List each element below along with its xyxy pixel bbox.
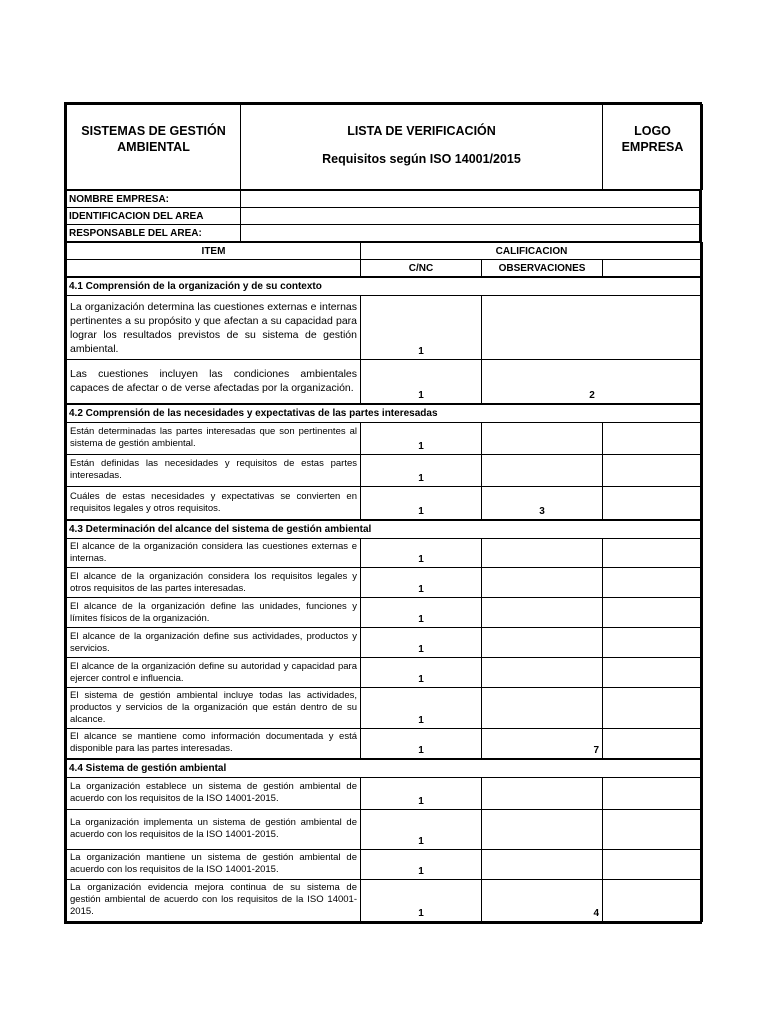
observaciones-cell[interactable]	[482, 422, 603, 454]
checklist-row	[67, 486, 703, 520]
checklist-row	[67, 777, 703, 809]
checklist-row	[67, 688, 703, 729]
observaciones-column-header: OBSERVACIONES	[482, 260, 603, 278]
center-subtitle: Requisitos según ISO 14001/2015	[322, 152, 521, 166]
requirement-text: La organización mantiene un sistema de gestión ambiental de acuerdo con los requisitos de la ISO 14001-2015.	[67, 849, 361, 879]
requirement-text: El alcance de la organización define las unidades, funciones y límites físicos de la organización.	[67, 598, 361, 628]
extra-cell[interactable]	[603, 879, 703, 921]
cnc-cell[interactable]: 1	[361, 729, 482, 759]
cnc-cell[interactable]: 1	[361, 486, 482, 520]
cnc-cell[interactable]: 1	[361, 598, 482, 628]
info-value-field[interactable]	[241, 225, 700, 242]
requirement-text: Están definidas las necesidades y requisitos de estas partes interesadas.	[67, 454, 361, 486]
extra-cell[interactable]	[603, 422, 703, 454]
observaciones-cell[interactable]	[482, 296, 703, 360]
section-title: 4.4 Sistema de gestión ambiental	[67, 759, 703, 778]
cnc-cell[interactable]: 1	[361, 628, 482, 658]
extra-cell[interactable]	[603, 568, 703, 598]
observaciones-cell[interactable]	[482, 539, 603, 568]
section-title: 4.3 Determinación del alcance del sistema de gestión ambiental	[67, 520, 703, 539]
observaciones-cell[interactable]: 3	[482, 486, 603, 520]
section-header	[67, 404, 703, 423]
observaciones-cell[interactable]	[482, 777, 603, 809]
observaciones-cell[interactable]	[482, 688, 603, 729]
section-header	[67, 277, 703, 296]
section-header	[67, 520, 703, 539]
requirement-text: El alcance se mantiene como información documentada y está disponible para las partes interesadas.	[67, 729, 361, 759]
requirement-text: El alcance de la organización define sus actividades, productos y servicios.	[67, 628, 361, 658]
cnc-cell[interactable]: 1	[361, 777, 482, 809]
logo-placeholder: LOGO EMPRESA	[603, 105, 703, 190]
observaciones-cell[interactable]	[482, 628, 603, 658]
cnc-column-header: C/NC	[361, 260, 482, 278]
observaciones-cell[interactable]	[482, 454, 603, 486]
observaciones-cell[interactable]	[482, 568, 603, 598]
checklist-row	[67, 568, 703, 598]
cnc-cell[interactable]: 1	[361, 296, 482, 360]
requirement-text: La organización determina las cuestiones externas e internas pertinentes a su propósito y que afectan a su capacidad para lograr los resultados previstos de su sistema de gestión ambiental.	[67, 296, 361, 360]
section-header	[67, 759, 703, 778]
extra-cell[interactable]	[603, 486, 703, 520]
info-label: NOMBRE EMPRESA:	[67, 191, 241, 208]
extra-cell[interactable]	[603, 849, 703, 879]
items-table	[66, 242, 703, 922]
requirement-text: El alcance de la organización considera los requisitos legales y otros requisitos de las partes interesadas.	[67, 568, 361, 598]
cnc-cell[interactable]: 1	[361, 879, 482, 921]
requirement-text: Las cuestiones incluyen las condiciones ambientales capaces de afectar o de verse afectadas por la organización.	[67, 360, 361, 404]
info-table	[66, 190, 700, 242]
extra-cell[interactable]	[603, 729, 703, 759]
left-title: SISTEMAS DE GESTIÓN AMBIENTAL	[67, 105, 241, 190]
observaciones-cell[interactable]	[482, 809, 603, 849]
header-table	[66, 104, 703, 190]
cnc-cell[interactable]: 1	[361, 360, 482, 404]
observaciones-cell[interactable]	[482, 598, 603, 628]
cnc-cell[interactable]: 1	[361, 809, 482, 849]
observaciones-cell[interactable]	[482, 658, 603, 688]
requirement-text: El sistema de gestión ambiental incluye todas las actividades, productos y servicios de la organización que están dentro de su alcance.	[67, 688, 361, 729]
extra-cell[interactable]	[603, 809, 703, 849]
requirement-text: Están determinadas las partes interesadas que son pertinentes al sistema de gestión ambiental.	[67, 422, 361, 454]
calificacion-column-header: CALIFICACION	[361, 243, 703, 260]
checklist-row	[67, 729, 703, 759]
info-label: RESPONSABLE DEL AREA:	[67, 225, 241, 242]
checklist-row	[67, 454, 703, 486]
checklist-sheet	[64, 102, 702, 924]
extra-cell[interactable]	[603, 454, 703, 486]
observaciones-cell[interactable]: 4	[482, 879, 603, 921]
checklist-row	[67, 809, 703, 849]
item-subheader-empty	[67, 260, 361, 278]
requirement-text: La organización evidencia mejora continua de su sistema de gestión ambiental de acuerdo con los requisitos de la ISO 14001-2015.	[67, 879, 361, 921]
checklist-row	[67, 879, 703, 921]
section-title: 4.1 Comprensión de la organización y de su contexto	[67, 277, 703, 296]
center-title: LISTA DE VERIFICACIÓN	[347, 124, 496, 138]
extra-cell[interactable]	[603, 688, 703, 729]
info-row	[67, 191, 700, 208]
info-row	[67, 225, 700, 242]
extra-column-header	[603, 260, 703, 278]
cnc-cell[interactable]: 1	[361, 454, 482, 486]
cnc-cell[interactable]: 1	[361, 688, 482, 729]
extra-cell[interactable]	[603, 777, 703, 809]
info-label: IDENTIFICACION DEL AREA	[67, 208, 241, 225]
info-value-field[interactable]	[241, 208, 700, 225]
requirement-text: La organización implementa un sistema de gestión ambiental de acuerdo con los requisitos de la ISO 14001-2015.	[67, 809, 361, 849]
info-value-field[interactable]	[241, 191, 700, 208]
cnc-cell[interactable]: 1	[361, 539, 482, 568]
observaciones-cell[interactable]	[482, 849, 603, 879]
extra-cell[interactable]	[603, 539, 703, 568]
cnc-cell[interactable]: 1	[361, 568, 482, 598]
checklist-row	[67, 628, 703, 658]
section-title: 4.2 Comprensión de las necesidades y expectativas de las partes interesadas	[67, 404, 703, 423]
checklist-row	[67, 658, 703, 688]
item-column-header: ITEM	[67, 243, 361, 260]
observaciones-cell[interactable]: 7	[482, 729, 603, 759]
cnc-cell[interactable]: 1	[361, 422, 482, 454]
cnc-cell[interactable]: 1	[361, 658, 482, 688]
checklist-row	[67, 849, 703, 879]
checklist-row	[67, 598, 703, 628]
requirement-text: El alcance de la organización define su autoridad y capacidad para ejercer control e influencia.	[67, 658, 361, 688]
extra-cell[interactable]	[603, 658, 703, 688]
info-row	[67, 208, 700, 225]
checklist-row	[67, 539, 703, 568]
checklist-row	[67, 360, 703, 404]
cnc-cell[interactable]: 1	[361, 849, 482, 879]
checklist-row	[67, 422, 703, 454]
extra-cell[interactable]	[603, 598, 703, 628]
requirement-text: La organización establece un sistema de gestión ambiental de acuerdo con los requisitos de la ISO 14001-2015.	[67, 777, 361, 809]
requirement-text: El alcance de la organización considera las cuestiones externas e internas.	[67, 539, 361, 568]
center-title-cell	[241, 105, 603, 190]
requirement-text: Cuáles de estas necesidades y expectativas se convierten en requisitos legales y otros requisitos.	[67, 486, 361, 520]
observaciones-cell[interactable]: 2	[482, 360, 703, 404]
checklist-row	[67, 296, 703, 360]
extra-cell[interactable]	[603, 628, 703, 658]
